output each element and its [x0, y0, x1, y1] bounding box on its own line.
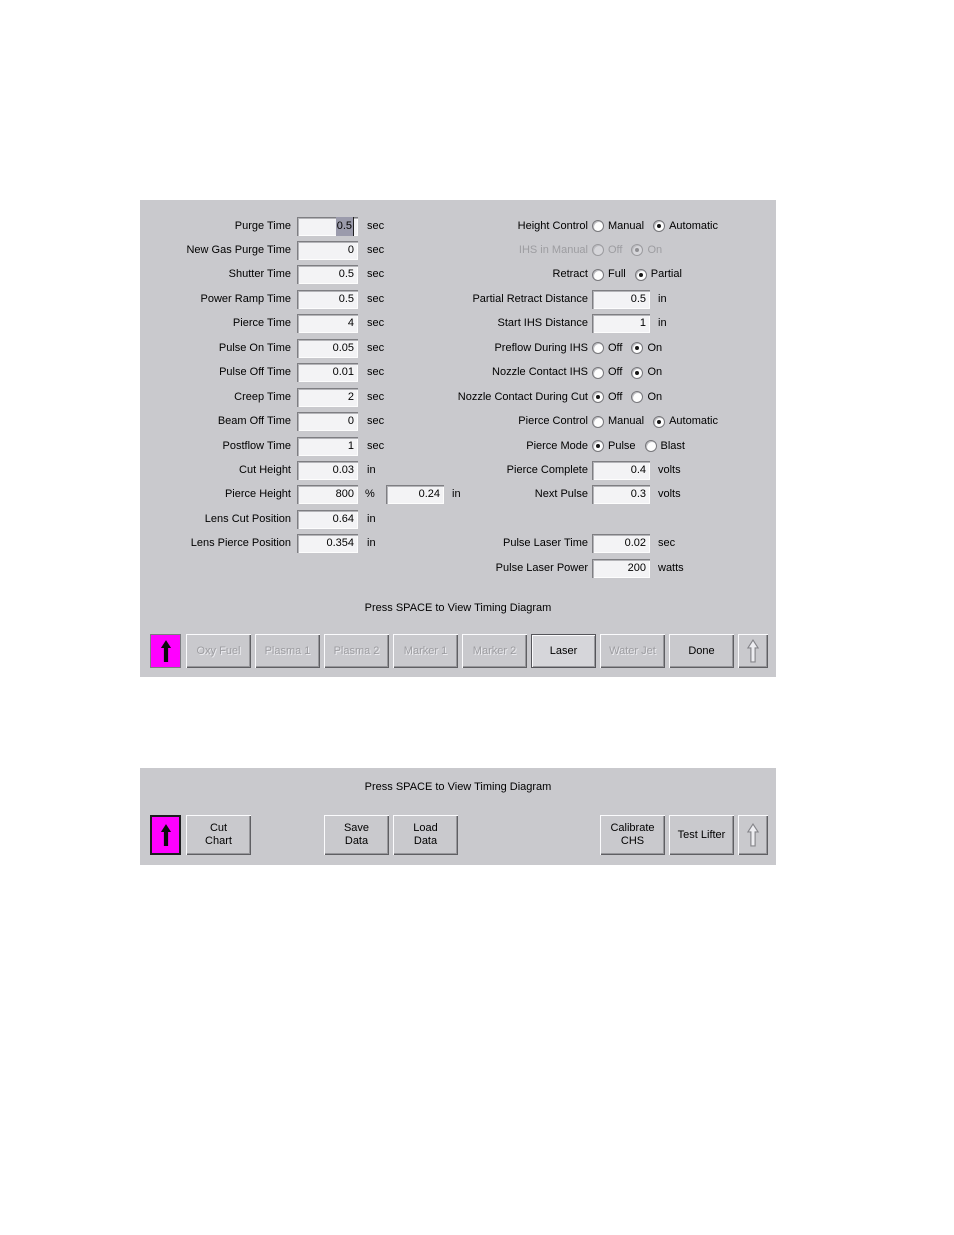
up-arrow-outline-icon: [746, 638, 760, 664]
next-pulse-field[interactable]: [592, 485, 650, 504]
new-gas-purge-time-label: New Gas Purge Time: [186, 243, 291, 256]
pierce-height-value: 800: [335, 488, 354, 501]
button-save-data-label-line: Save: [343, 822, 370, 834]
nozzle-contact-during-cut-radio-group: [592, 388, 671, 407]
nozzle-contact-during-cut-row: [140, 388, 776, 407]
nozzle-contact-during-cut-option-label-on: On: [647, 390, 663, 403]
ihs-in-manual-option-label-on: On: [647, 243, 663, 256]
ihs-in-manual-radio-group: [592, 241, 671, 260]
partial-retract-distance-row: [140, 290, 776, 309]
pierce-control-radio-automatic[interactable]: [653, 416, 665, 428]
process-button-row: [140, 634, 776, 668]
data-button-row: [140, 815, 776, 855]
beam-off-time-unit: sec: [367, 415, 385, 428]
power-ramp-time-unit: sec: [367, 292, 385, 305]
start-ihs-distance-label: Start IHS Distance: [497, 317, 588, 330]
lens-cut-position-value: 0.64: [332, 512, 354, 525]
preflow-during-ihs-radio-off[interactable]: [592, 342, 604, 354]
ihs-in-manual-label: IHS in Manual: [518, 243, 588, 256]
pierce-control-label: Pierce Control: [518, 415, 588, 428]
shutter-time-unit: sec: [367, 268, 385, 281]
pierce-height-unit: %: [365, 488, 375, 501]
next-pulse-row: [140, 485, 776, 504]
cut-height-value: 0.03: [332, 464, 354, 476]
partial-retract-distance-field[interactable]: [592, 290, 650, 309]
shutter-time-value: 0.5: [338, 268, 354, 281]
pierce-height-label: Pierce Height: [224, 488, 291, 501]
ihs-in-manual-option-label-off: Off: [608, 243, 623, 256]
start-ihs-distance-row: [140, 314, 776, 333]
retract-option-label-full: Full: [608, 268, 626, 281]
nozzle-contact-during-cut-radio-on[interactable]: [631, 391, 643, 403]
magenta-up-arrow-button[interactable]: [150, 815, 181, 855]
pulse-on-time-label: Pulse On Time: [218, 341, 291, 354]
lens-cut-position-field[interactable]: [297, 510, 358, 529]
button-save-data-label-line: Data: [344, 835, 369, 847]
timing-diagram-hint: Press SPACE to View Timing Diagram: [364, 602, 552, 614]
pierce-mode-row: [140, 437, 776, 456]
button-plasma-2-label: Plasma 2: [333, 644, 380, 657]
pierce-control-row: [140, 412, 776, 431]
timing-diagram-hint-2: Press SPACE to View Timing Diagram: [364, 781, 552, 793]
pulse-laser-time-value: 0.02: [624, 537, 646, 550]
button-save-data[interactable]: [324, 815, 389, 855]
beam-off-time-label: Beam Off Time: [217, 415, 291, 428]
pierce-complete-value: 0.4: [630, 464, 646, 476]
lens-pierce-position-unit: in: [367, 537, 376, 550]
pulse-off-time-unit: sec: [367, 366, 385, 379]
lens-cut-position-row: [140, 510, 776, 529]
pierce-control-radio-manual[interactable]: [592, 416, 604, 428]
postflow-time-value: 1: [347, 439, 354, 452]
up-arrow-outline-icon: [746, 822, 760, 848]
preflow-during-ihs-label: Preflow During IHS: [494, 341, 588, 354]
height-control-option-label-automatic: Automatic: [669, 219, 718, 232]
height-control-row: [140, 217, 776, 236]
preflow-during-ihs-radio-group: [592, 339, 671, 358]
button-oxy-fuel[interactable]: [186, 634, 251, 668]
retract-row: [140, 265, 776, 284]
nozzle-contact-ihs-label: Nozzle Contact IHS: [492, 366, 588, 379]
partial-retract-distance-unit: in: [658, 292, 667, 305]
magenta-up-arrow-button[interactable]: [150, 634, 181, 668]
partial-retract-distance-value: 0.5: [630, 292, 646, 305]
pulse-off-time-label: Pulse Off Time: [219, 366, 291, 379]
pierce-control-radio-group: [592, 412, 727, 431]
height-control-radio-automatic[interactable]: [653, 220, 665, 232]
pierce-mode-radio-blast[interactable]: [645, 440, 657, 452]
pulse-laser-power-row: [140, 559, 776, 578]
start-ihs-distance-value: 1: [639, 317, 646, 330]
pulse-on-time-value: 0.05: [332, 341, 354, 354]
ihs-in-manual-radio-on[interactable]: [631, 244, 643, 256]
retract-radio-full[interactable]: [592, 269, 604, 281]
pierce-complete-row: [140, 461, 776, 480]
pierce-height-value-2: 0.24: [418, 488, 440, 501]
purge-time-unit: sec: [367, 219, 385, 232]
nozzle-contact-ihs-row: [140, 363, 776, 382]
button-test-lifter[interactable]: [669, 815, 734, 855]
pierce-height-unit-2: in: [452, 488, 461, 501]
purge-time-label: Purge Time: [234, 219, 291, 232]
button-plasma-2[interactable]: [324, 634, 389, 668]
ihs-in-manual-radio-off[interactable]: [592, 244, 604, 256]
pierce-control-option-label-manual: Manual: [608, 415, 645, 428]
up-arrow-icon: [159, 822, 173, 848]
nozzle-contact-ihs-option-label-off: Off: [608, 366, 623, 379]
data-actions-panel: [140, 768, 776, 865]
retract-option-label-partial: Partial: [650, 268, 682, 281]
button-plasma-1-label: Plasma 1: [264, 644, 311, 657]
pulse-laser-power-field[interactable]: [592, 559, 650, 578]
small-up-arrow-button[interactable]: [738, 634, 768, 668]
button-calibrate-chs[interactable]: [600, 815, 665, 855]
beam-off-time-value: 0: [347, 415, 354, 428]
lens-pierce-position-label: Lens Pierce Position: [190, 537, 291, 550]
partial-retract-distance-label: Partial Retract Distance: [472, 292, 588, 305]
height-control-option-label-manual: Manual: [608, 219, 645, 232]
next-pulse-label: Next Pulse: [534, 488, 588, 501]
nozzle-contact-ihs-radio-off[interactable]: [592, 367, 604, 379]
purge-time-value: 0.5: [336, 217, 354, 236]
retract-radio-partial[interactable]: [635, 269, 647, 281]
preflow-during-ihs-row: [140, 339, 776, 358]
nozzle-contact-during-cut-radio-off[interactable]: [592, 391, 604, 403]
button-marker-1[interactable]: [393, 634, 458, 668]
pierce-mode-radio-pulse[interactable]: [592, 440, 604, 452]
lens-pierce-position-value: 0.354: [326, 537, 354, 550]
new-gas-purge-time-value: 0: [347, 243, 354, 256]
button-cut-chart-label-line: Chart: [205, 835, 232, 847]
nozzle-contact-during-cut-option-label-off: Off: [608, 390, 623, 403]
pulse-laser-power-value: 200: [627, 561, 646, 574]
start-ihs-distance-unit: in: [658, 317, 667, 330]
pulse-laser-time-row: [140, 534, 776, 553]
laser-settings-panel: [140, 200, 776, 677]
button-laser-label: Laser: [549, 644, 578, 657]
button-water-jet-label: Water Jet: [609, 644, 656, 657]
pulse-laser-time-label: Pulse Laser Time: [503, 537, 588, 550]
button-laser[interactable]: [531, 634, 596, 668]
button-done[interactable]: [669, 634, 734, 668]
ihs-in-manual-row: [140, 241, 776, 260]
pierce-mode-option-label-blast: Blast: [660, 439, 685, 452]
button-plasma-1[interactable]: [255, 634, 320, 668]
pierce-mode-radio-group: [592, 437, 694, 456]
preflow-during-ihs-option-label-off: Off: [608, 341, 623, 354]
postflow-time-unit: sec: [367, 439, 385, 452]
button-oxy-fuel-label: Oxy Fuel: [196, 644, 241, 657]
pulse-off-time-value: 0.01: [332, 366, 354, 379]
lens-cut-position-label: Lens Cut Position: [204, 512, 291, 525]
postflow-time-label: Postflow Time: [222, 439, 291, 452]
pulse-on-time-unit: sec: [367, 341, 385, 354]
button-marker-1-label: Marker 1: [403, 644, 448, 657]
retract-label: Retract: [552, 268, 588, 281]
button-marker-2-label: Marker 2: [472, 644, 517, 657]
next-pulse-value: 0.3: [630, 488, 646, 501]
button-cut-chart[interactable]: [186, 815, 251, 855]
pierce-time-unit: sec: [367, 317, 385, 330]
shutter-time-label: Shutter Time: [228, 268, 291, 281]
pierce-mode-label: Pierce Mode: [526, 439, 588, 452]
pierce-complete-unit: volts: [658, 464, 681, 476]
height-control-radio-manual[interactable]: [592, 220, 604, 232]
lens-cut-position-unit: in: [367, 512, 376, 525]
button-cut-chart-label-line: Cut: [209, 822, 228, 834]
preflow-during-ihs-option-label-on: On: [647, 341, 663, 354]
button-calibrate-chs-label-line: CHS: [620, 835, 645, 847]
button-water-jet[interactable]: [600, 634, 665, 668]
retract-radio-group: [592, 265, 691, 284]
nozzle-contact-ihs-option-label-on: On: [647, 366, 663, 379]
small-up-arrow-button[interactable]: [738, 815, 768, 855]
power-ramp-time-value: 0.5: [338, 292, 354, 305]
new-gas-purge-time-unit: sec: [367, 243, 385, 256]
button-calibrate-chs-label-line: Calibrate: [610, 822, 655, 834]
cut-height-label: Cut Height: [239, 464, 291, 476]
nozzle-contact-ihs-radio-group: [592, 363, 671, 382]
pulse-laser-power-label: Pulse Laser Power: [495, 561, 588, 574]
power-ramp-time-label: Power Ramp Time: [200, 292, 291, 305]
button-done-label: Done: [688, 644, 715, 657]
creep-time-value: 2: [347, 390, 354, 403]
button-load-data-label-line: Load: [413, 822, 438, 834]
nozzle-contact-ihs-radio-on[interactable]: [631, 367, 643, 379]
cut-height-unit: in: [367, 464, 376, 476]
up-arrow-icon: [159, 638, 173, 664]
pulse-laser-power-unit: watts: [658, 561, 684, 574]
height-control-label: Height Control: [517, 219, 588, 232]
pierce-control-option-label-automatic: Automatic: [669, 415, 718, 428]
button-test-lifter-label: Test Lifter: [677, 828, 726, 841]
pierce-time-value: 4: [347, 317, 354, 330]
creep-time-unit: sec: [367, 390, 385, 403]
next-pulse-unit: volts: [658, 488, 681, 501]
preflow-during-ihs-radio-on[interactable]: [631, 342, 643, 354]
start-ihs-distance-field[interactable]: [592, 314, 650, 333]
pulse-laser-time-field[interactable]: [592, 534, 650, 553]
pierce-time-label: Pierce Time: [232, 317, 291, 330]
creep-time-label: Creep Time: [234, 390, 291, 403]
pierce-mode-option-label-pulse: Pulse: [608, 439, 636, 452]
nozzle-contact-during-cut-label: Nozzle Contact During Cut: [457, 390, 588, 403]
button-load-data[interactable]: [393, 815, 458, 855]
pulse-laser-time-unit: sec: [658, 537, 676, 550]
button-load-data-label-line: Data: [413, 835, 438, 847]
height-control-radio-group: [592, 217, 727, 236]
pierce-complete-label: Pierce Complete: [506, 464, 588, 476]
pierce-complete-field[interactable]: [592, 461, 650, 480]
button-marker-2[interactable]: [462, 634, 527, 668]
